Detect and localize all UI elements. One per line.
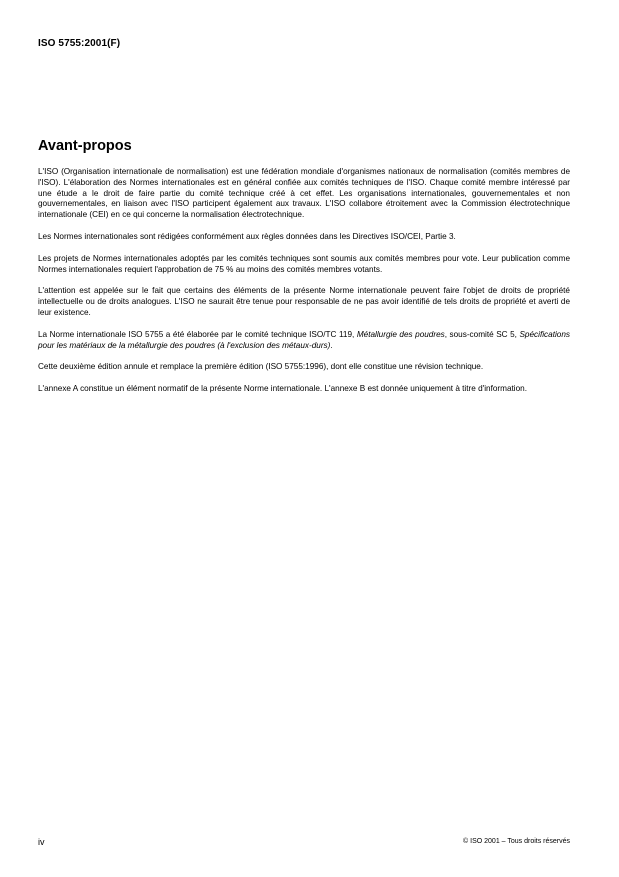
section-title: Avant-propos: [38, 138, 132, 154]
paragraph-edition: Cette deuxième édition annule et remplace la première édition (ISO 5755:1996), dont elle constitue une révision technique.: [38, 362, 484, 372]
subcommittee-title-italic: Spécifications pour les matériaux de la métallurgie des poudres (à l'exclusion des métaux-durs): [38, 329, 570, 350]
paragraph-patent-rights: L'attention est appelée sur le fait que certains des éléments de la présente Norme internationale peuvent faire l'objet de droits de propriété intellectuelle ou de droits analogues. L'ISO ne saurait être tenue pour responsable de ne pas avoir identifié de tels droits de propriété et averti de leur existence.: [38, 286, 570, 317]
paragraph-committee: [38, 330, 570, 352]
foreword-section: [38, 138, 570, 406]
copyright-notice: © ISO 2001 – Tous droits réservés: [463, 838, 570, 845]
page-footer: [38, 837, 570, 851]
paragraph-iso-organisation: L'ISO (Organisation internationale de normalisation) est une fédération mondiale d'organismes nationaux de normalisation (comités membres de l'ISO). L'élaboration des Normes internationales est en général confiée aux comités techniques de l'ISO. Chaque comité membre intéressé par une étude a le droit de faire partie du comité technique créé à cet effet. Les organisations internationales, gouvernementales et non gouvernementales, en liaison avec l'ISO participent également aux travaux. L'ISO collabore étroitement avec la Commission électrotechnique internationale (CEI) en ce qui concerne la normalisation électrotechnique.: [38, 167, 570, 220]
paragraph-voting: Les projets de Normes internationales adoptés par les comités techniques sont soumis aux comités membres pour vote. Leur publication comme Normes internationales requiert l'approbation de 75 % au moins des comités membres votants.: [38, 253, 570, 274]
committee-title-italic: Métallurgie des poudres: [356, 329, 445, 339]
paragraph-drafting-rules: Les Normes internationales sont rédigées conformément aux règles données dans les Directives ISO/CEI, Partie 3.: [38, 231, 456, 241]
committee-text-b: , sous-comité SC 5,: [444, 329, 520, 339]
committee-text-a: La Norme internationale ISO 5755 a été élaborée par le comité technique ISO/TC 119,: [38, 329, 357, 339]
page-number: iv: [38, 837, 45, 847]
document-id-header: ISO 5755:2001(F): [38, 38, 121, 49]
committee-text-c: .: [330, 340, 333, 350]
paragraph-annexes: L'annexe A constitue un élément normatif de la présente Norme internationale. L'annexe B est donnée uniquement à titre d'information.: [38, 384, 527, 394]
